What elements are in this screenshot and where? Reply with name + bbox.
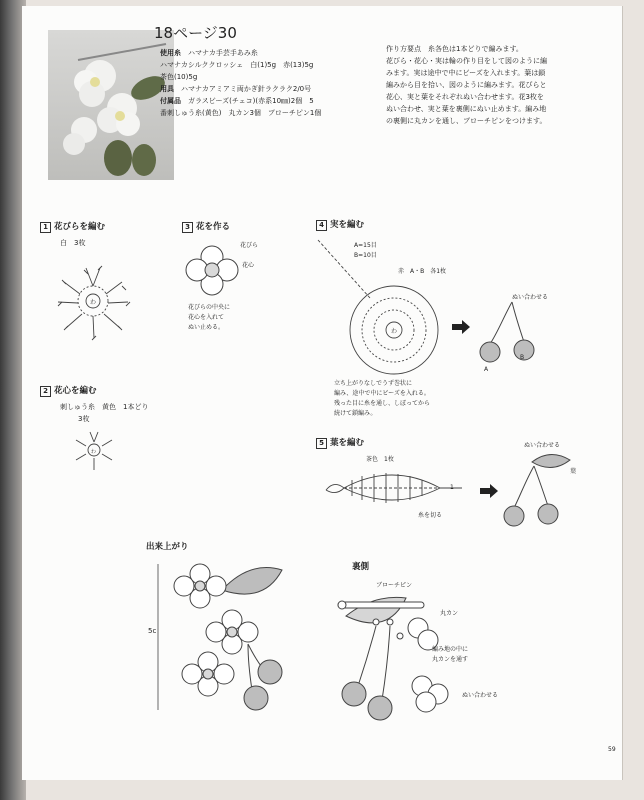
parts-line-1: ガラスビーズ(チェコ)(赤系10㎜)2個 5 xyxy=(188,97,314,105)
finished-title: 出来上がり xyxy=(146,542,189,552)
book-page xyxy=(22,6,623,780)
step-2-sub-2: 3枚 xyxy=(78,415,90,423)
finished-brooch-front xyxy=(152,560,292,730)
step-2-sub-1: 刺しゅう糸 黄色 1本どり xyxy=(60,403,149,411)
label-petal: 花びら xyxy=(240,242,259,249)
instruction-line-0: 作り方要点 糸各色は1本どりで編みます。 xyxy=(386,45,523,53)
step-1-sub: 白 3枚 xyxy=(60,239,86,247)
step-3-note-3: ぬい止める。 xyxy=(188,324,225,331)
instruction-line-2: みます。実は途中で中にビーズを入れます。葉は鎖 xyxy=(386,69,546,77)
leaf-color: 茶色 1枚 xyxy=(366,456,394,463)
svg-text:わ: わ xyxy=(391,328,398,335)
svg-text:わ: わ xyxy=(91,449,97,455)
arrow-right-icon xyxy=(452,320,472,334)
back-note-2: 丸カンを通す xyxy=(432,656,469,663)
step-3-note-2: 花心を入れて xyxy=(188,314,225,321)
yarn-line-1: ハマナカ手芸手あみ糸 xyxy=(188,49,258,57)
instruction-line-5: ぬい合わせ、実と葉を裏側にぬい止めます。編み地 xyxy=(386,105,547,113)
leaf-sew-label: ぬい合わせる xyxy=(524,442,561,449)
label-center: 花心 xyxy=(242,262,255,269)
back-note-1: 編み地の中に xyxy=(432,646,469,653)
parts-line-2: 番刺しゅう糸(黄色) 丸カン3個 ブローチピン1個 xyxy=(160,109,322,117)
step-4-note-4: 続けて鎖編み。 xyxy=(334,410,377,417)
jump-ring-label: 丸カン xyxy=(440,610,459,617)
berry-label-a: A xyxy=(484,366,489,373)
berries-with-leaf-diagram xyxy=(502,446,586,536)
tools-line: ハマナカアミアミ両かぎ針ラクラク2/0号 xyxy=(181,85,312,93)
instruction-line-1: 花びら・花心・実は輪の作り目をして図のように編 xyxy=(386,57,547,65)
berry-a-count: A=15目 xyxy=(354,242,377,249)
step-4-heading: 4 実を編む xyxy=(316,218,364,231)
step-2-heading: 2 花心を編む xyxy=(40,384,97,397)
step-5-heading: 5 葉を編む xyxy=(316,436,364,449)
instruction-line-3: 編みから目を拾い、図のように編みます。花びらと xyxy=(386,81,547,89)
assembled-flower-diagram xyxy=(182,240,242,300)
berry-b-count: B=10目 xyxy=(354,252,377,259)
leaf-start-number: 1 xyxy=(450,484,454,491)
step-4-note-2: 編み、途中で中にビーズを入れる。 xyxy=(334,390,430,397)
brooch-photo-illustration xyxy=(48,30,174,180)
step-4-note-3: 残った目に糸を通し、しぼってから xyxy=(334,400,431,407)
berry-crochet-chart xyxy=(312,234,452,384)
instruction-line-4: 花心、実と葉をそれぞれぬい合わせます。花3枚を xyxy=(386,93,544,101)
yarn-heading: 使用糸 xyxy=(160,49,181,57)
back-sew-label: ぬい合わせる xyxy=(462,692,499,699)
tools-heading: 用具 xyxy=(160,85,174,93)
petal-crochet-chart xyxy=(48,256,138,346)
berry-label-b: B xyxy=(520,354,525,361)
leaf-cut-label: 糸を切る xyxy=(418,512,443,519)
instruction-line-6: の裏側に丸カンを通し、ブローチピンをつけます。 xyxy=(386,117,547,125)
product-photo xyxy=(48,30,174,180)
dimension-label: 5c xyxy=(148,627,157,635)
step-1-heading: 1 花びらを編む xyxy=(40,220,105,233)
berry-color: 赤 A・B 各1枚 xyxy=(398,268,447,275)
flower-center-crochet-chart xyxy=(66,426,122,476)
step-3-note-1: 花びらの中央に xyxy=(188,304,231,311)
page-number: 59 xyxy=(608,746,616,753)
berry-sew-label: ぬい合わせる xyxy=(512,294,549,301)
brooch-pin-label: ブローチピン xyxy=(376,582,413,589)
back-view-title: 裏側 xyxy=(352,562,370,572)
page-title: 18ページ30 xyxy=(154,24,237,42)
leaf-label: 葉 xyxy=(570,468,577,475)
step-4-note-1: 立ち上がりなしでうず巻状に xyxy=(334,380,413,387)
step-3-heading: 3 花を作る xyxy=(182,220,230,233)
svg-text:わ: わ xyxy=(90,299,97,306)
finished-berries-diagram xyxy=(476,294,549,376)
yarn-line-2: ハマナカシルククロッシェ 白(1)5g 赤(13)5g xyxy=(160,61,314,69)
arrow-right-icon xyxy=(480,484,500,498)
yarn-line-3: 茶色(10)5g xyxy=(160,73,198,81)
parts-heading: 付属品 xyxy=(160,97,181,105)
